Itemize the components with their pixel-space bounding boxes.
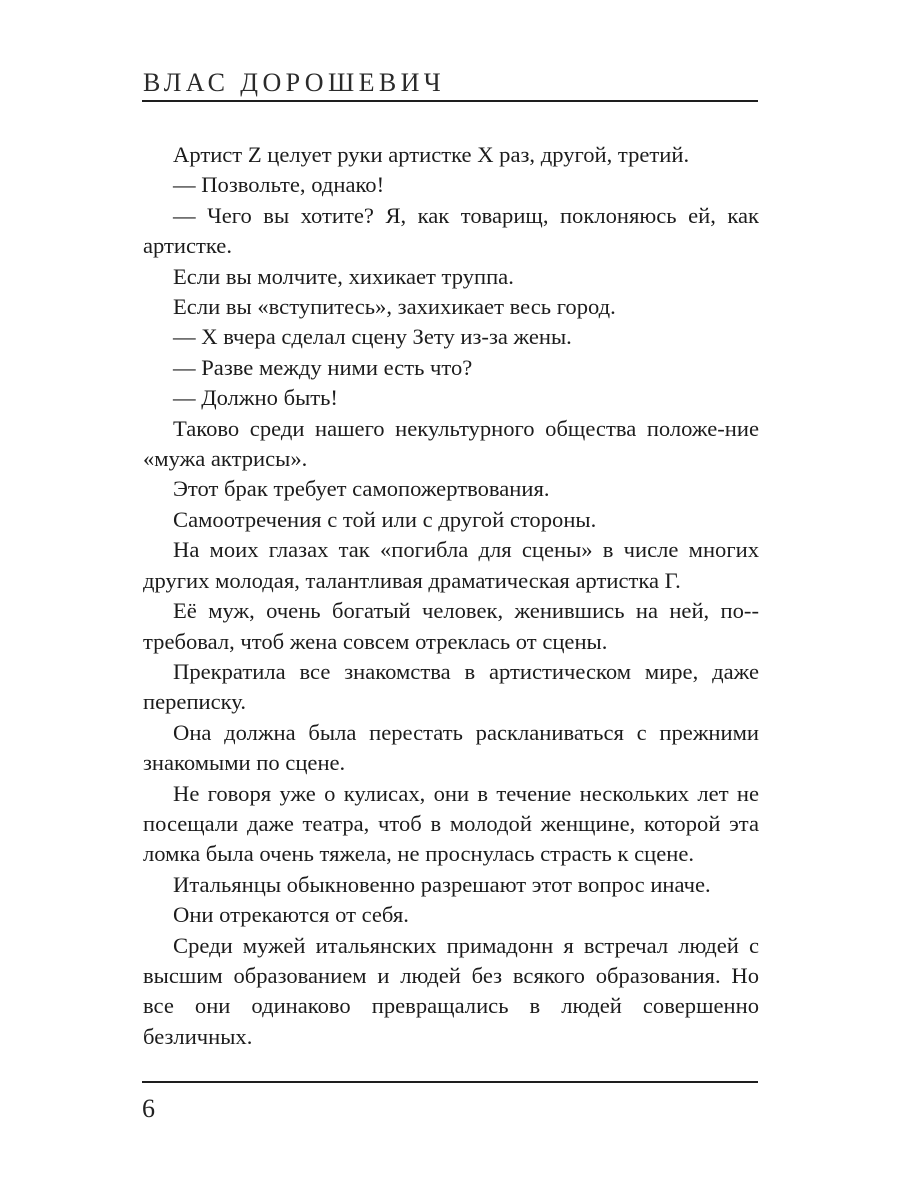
paragraph-6: — X вчера сделал сцену Зету из-за жены.	[173, 324, 572, 350]
footer-rule	[142, 1081, 758, 1083]
paragraph-8: — Должно быть!	[173, 385, 338, 411]
paragraph-1: Артист Z целует руки артистке X раз, другой, третий.	[173, 142, 690, 167]
paragraph-11: Самоотречения с той или с другой стороны.	[173, 506, 597, 532]
paragraph-2: — Позвольте, однако!	[173, 172, 385, 198]
body-text	[143, 140, 759, 1052]
paragraph-9: Таково среди нашего некультурного общества положе-ние «мужа актрисы».	[143, 415, 759, 472]
paragraph-7: — Разве между ними есть что?	[173, 354, 473, 380]
paragraph-3: — Чего вы хотите? Я, как товарищ, поклоняюсь ей, как артистке.	[143, 202, 759, 259]
paragraph-13: Её муж, очень богатый человек, женившись на ней, по-требовал, чтоб жена совсем отреклась от сцены.	[143, 598, 759, 654]
paragraph-10: Этот брак требует самопожертвования.	[173, 476, 550, 502]
paragraph-16: Не говоря уже о кулисах, они в течение нескольких лет не посещали даже театра, чтоб в молодой женщине, которой эта ломка была очень тяжела, не проснулась страсть к сцене.	[143, 780, 759, 867]
paragraph-5: Если вы «вступитесь», захихикает весь город.	[173, 294, 616, 320]
header-rule	[142, 100, 758, 102]
paragraph-14: Прекратила все знакомства в артистическом мире, даже переписку.	[143, 658, 759, 715]
page-number: 6	[142, 1094, 155, 1123]
paragraph-19: Среди мужей итальянских примадонн я встречал людей с высшим образованием и людей без всякого образования. Но все они одинаково превращались в людей совершенно безличных.	[143, 932, 759, 1049]
paragraph-17: Итальянцы обыкновенно разрешают этот вопрос иначе.	[173, 871, 711, 897]
paragraph-18: Они отрекаются от себя.	[173, 902, 409, 928]
paragraph-4: Если вы молчите, хихикает труппа.	[173, 263, 514, 289]
paragraph-15: Она должна была перестать раскланиваться с прежними знакомыми по сцене.	[143, 719, 759, 776]
paragraph-12: На моих глазах так «погибла для сцены» в числе многих других молодая, талантливая драматическая артистка Г.	[143, 537, 759, 593]
running-title: ВЛАС ДОРОШЕВИЧ	[143, 68, 446, 97]
